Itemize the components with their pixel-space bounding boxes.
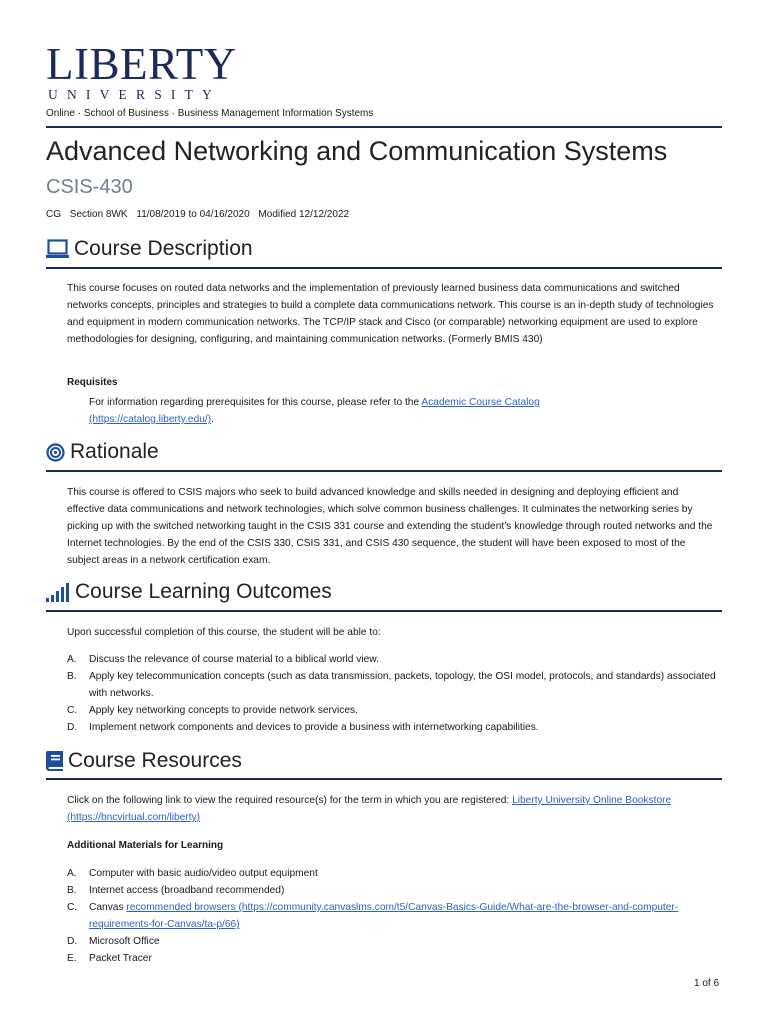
section-title: Course Resources: [68, 749, 242, 772]
list-item-text: [89, 899, 717, 933]
list-item-text: [89, 950, 717, 967]
section-divider: [46, 267, 722, 269]
requisites-suffix: .: [211, 414, 214, 425]
logo-wordmark: LIBERTY: [46, 39, 237, 89]
meta-dates: 11/08/2019 to 04/16/2020: [136, 209, 250, 220]
logo-subword: UNIVERSITY: [48, 87, 221, 102]
list-item-label: Apply key telecommunication concepts (such as data transmission, packets, topology, the OSI model, protocols, and standards) associated with networks.: [89, 671, 716, 699]
section-heading-resources: [46, 747, 242, 775]
list-marker: E.: [67, 953, 77, 964]
list-item-label: Packet Tracer: [89, 953, 152, 964]
list-item-text: [89, 865, 717, 882]
list-item: [67, 933, 717, 950]
meta-modified: Modified 12/12/2022: [258, 209, 350, 220]
course-meta: [46, 209, 355, 220]
requisites-text: [89, 394, 649, 428]
resources-list: [67, 865, 717, 967]
list-item-text: [89, 882, 717, 899]
list-item-label: Internet access (broadband recommended): [89, 885, 285, 896]
list-marker: D.: [67, 722, 78, 733]
target-icon: [46, 443, 65, 462]
list-marker: A.: [67, 868, 77, 879]
list-item-label: Discuss the relevance of course material to a biblical world view.: [89, 654, 379, 665]
course-code: CSIS-430: [46, 176, 133, 198]
bookstore-link[interactable]: Liberty University Online Bookstore (https://bncvirtual.com/liberty): [67, 795, 672, 823]
list-item-label: Apply key networking concepts to provide network services.: [89, 705, 358, 716]
additional-materials-label: Additional Materials for Learning: [67, 840, 224, 851]
section-divider: [46, 778, 722, 780]
page-title: Advanced Networking and Communication Systems: [46, 136, 668, 166]
section-title: Course Learning Outcomes: [75, 580, 332, 603]
list-item-label: Microsoft Office: [89, 936, 160, 947]
catalog-link[interactable]: Academic Course Catalog (https://catalog.liberty.edu/): [89, 397, 540, 425]
list-item-label: Canvas: [89, 902, 127, 913]
outcomes-intro: Upon successful completion of this course, the student will be able to:: [67, 627, 381, 638]
list-item-text: [89, 668, 717, 702]
list-item: [67, 882, 717, 899]
section-heading-outcomes: [46, 578, 332, 606]
breadcrumb: Online · School of Business · Business Management Information Systems: [46, 108, 374, 119]
list-item-label: Computer with basic audio/video output equipment: [89, 868, 318, 879]
section-title: Rationale: [70, 440, 159, 463]
liberty-logo: [46, 39, 246, 103]
section-heading-rationale: [46, 438, 159, 466]
resources-intro: [67, 792, 717, 826]
list-item-label: Implement network components and devices to provide a business with internetworking capabilities.: [89, 722, 539, 733]
list-item: [67, 651, 717, 668]
list-item: [67, 702, 717, 719]
laptop-icon: [46, 239, 69, 259]
list-item: [67, 865, 717, 882]
section-title: Course Description: [74, 237, 253, 260]
section-heading-description: [46, 235, 253, 263]
list-item: [67, 668, 717, 702]
list-item-text: [89, 702, 717, 719]
list-marker: D.: [67, 936, 78, 947]
resources-intro-text: Click on the following link to view the required resource(s) for the term in which you are registered:: [67, 795, 513, 806]
list-marker: C.: [67, 902, 78, 913]
list-item-text: [89, 933, 717, 950]
list-marker: B.: [67, 885, 77, 896]
book-icon: [46, 751, 63, 771]
list-item: [67, 899, 717, 933]
meta-section: Section 8WK: [69, 209, 128, 220]
rationale-text: This course is offered to CSIS majors who seek to build advanced knowledge and skills needed in designing and deploying efficient and effective data communications and network technologies, which solve common business challenges. It culminates the networking series by picking up with the switched networking taught in the CSIS 331 course and extending the student’s knowledge through routed networks and the Internet technologies. By the end of the CSIS 330, CSIS 331, and CSIS 430 sequence, the student will have been exposed to most of the subject areas in a network certification exam.: [67, 487, 713, 566]
header-divider: [46, 126, 722, 128]
page-number: 1 of 6: [694, 978, 720, 989]
list-item-link[interactable]: recommended browsers (https://community.canvaslms.com/t5/Canvas-Basics-Guide/What-are-the-browser-and-computer-requirements-for-Canvas/ta-p/66): [89, 902, 679, 930]
outcomes-list: [67, 651, 717, 736]
list-marker: B.: [67, 671, 77, 682]
list-item-text: [89, 719, 717, 736]
list-item-text: [89, 651, 717, 668]
list-marker: C.: [67, 705, 78, 716]
list-marker: A.: [67, 654, 77, 665]
requisites-label: Requisites: [67, 377, 118, 388]
description-text: This course focuses on routed data networks and the implementation of previously learned business data communications and switched networks concepts, principles and strategies to build a complete data communications network. This course is an in-depth study of technologies and equipment in modern communication networks. The TCP/IP stack and Cisco (or comparable) networking equipment are used to explore methodologies for designing, configuring, and maintaining communication networks. (Formerly BMIS 430): [67, 283, 714, 345]
meta-campus: CG: [46, 209, 61, 220]
section-divider: [46, 610, 722, 612]
list-item: [67, 950, 717, 967]
list-item: [67, 719, 717, 736]
signal-bars-icon: [46, 582, 70, 602]
section-divider: [46, 470, 722, 472]
requisites-prefix: For information regarding prerequisites for this course, please refer to the: [89, 397, 422, 408]
